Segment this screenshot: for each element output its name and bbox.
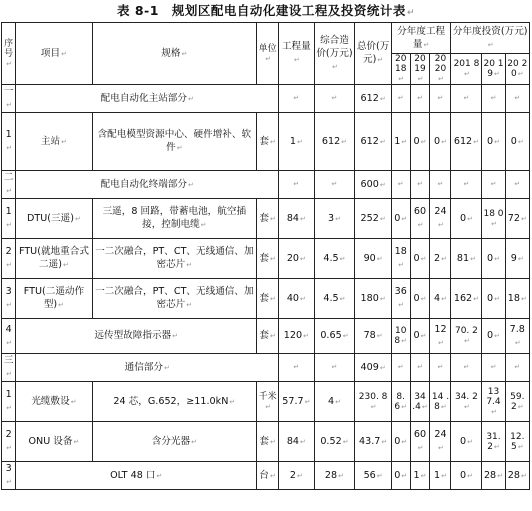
return-mark-icon: ↵ — [473, 294, 480, 303]
row-no: 3↵ — [2, 462, 16, 490]
row-no: 4↵ — [2, 319, 16, 354]
return-mark-icon: ↵ — [401, 337, 408, 345]
empty-mark: ↵ — [410, 171, 430, 199]
row-price: 4↵ — [314, 382, 355, 422]
row-inv-2018: 81↵ — [451, 239, 482, 279]
return-mark-icon: ↵ — [342, 332, 349, 340]
return-mark-icon: ↵ — [376, 471, 383, 480]
row-price: 4.5↵ — [314, 239, 355, 279]
return-mark-icon: ↵ — [517, 137, 524, 146]
return-mark-icon: ↵ — [464, 70, 470, 78]
table-row — [2, 422, 530, 462]
row-unit: 套↵ — [257, 113, 279, 171]
return-mark-icon: ↵ — [186, 301, 193, 309]
return-mark-icon: ↵ — [494, 137, 500, 146]
return-mark-icon: ↵ — [376, 254, 383, 263]
return-mark-icon: ↵ — [517, 442, 524, 451]
empty-mark: ↵ — [482, 85, 505, 113]
row-qty: 20↵ — [279, 239, 314, 279]
row-qty-2019: 0↵ — [410, 279, 430, 319]
return-mark-icon: ↵ — [6, 59, 13, 68]
row-inv-2020: 18↵ — [505, 279, 529, 319]
row-inv-2020: 59. 2↵ — [505, 382, 529, 422]
section-row — [2, 171, 530, 199]
row-inv-2018: 34. 2↵ — [451, 382, 482, 422]
return-mark-icon: ↵ — [401, 437, 408, 446]
empty-mark: ↵ — [451, 354, 482, 382]
header-item: 项目↵ — [16, 23, 92, 85]
row-no: 1↵ — [2, 199, 16, 239]
empty-mark: ↵ — [391, 85, 410, 113]
return-mark-icon: ↵ — [379, 137, 386, 146]
row-unit: 套↵ — [257, 422, 279, 462]
return-mark-icon: ↵ — [441, 254, 447, 263]
return-mark-icon: ↵ — [401, 471, 408, 480]
row-item: 光缆敷设↵ — [16, 382, 92, 422]
row-spec: 三遥，8 回路，带蓄电池，航空插接，控制电缆↵ — [92, 199, 257, 239]
section-title: 通信部分↵ — [16, 354, 279, 382]
return-mark-icon: ↵ — [6, 478, 13, 486]
return-mark-icon: ↵ — [270, 294, 276, 303]
return-mark-icon: ↵ — [379, 180, 386, 189]
empty-mark: ↵ — [279, 354, 314, 382]
return-mark-icon: ↵ — [379, 214, 386, 223]
return-mark-icon: ↵ — [464, 402, 470, 411]
row-no: 二↵ — [2, 171, 16, 199]
return-mark-icon: ↵ — [6, 261, 13, 269]
row-qty-2018: 18↵ — [391, 239, 410, 279]
row-total: 90↵ — [355, 239, 391, 279]
row-inv-2019: 0↵ — [482, 113, 505, 171]
return-mark-icon: ↵ — [270, 471, 276, 480]
return-mark-icon: ↵ — [381, 437, 388, 446]
return-mark-icon: ↵ — [6, 301, 13, 309]
row-unit: 套↵ — [257, 279, 279, 319]
return-mark-icon: ↵ — [296, 137, 303, 146]
header-inv-year: 20 20↵ — [505, 54, 529, 85]
row-inv-2020: 12. 5↵ — [505, 422, 529, 462]
row-qty-2020: 12↵ — [430, 319, 451, 354]
return-mark-icon: ↵ — [401, 214, 408, 223]
return-mark-icon: ↵ — [61, 49, 67, 58]
empty-mark: ↵ — [482, 171, 505, 199]
return-mark-icon: ↵ — [181, 49, 188, 58]
row-qty: 84↵ — [279, 199, 314, 239]
return-mark-icon: ↵ — [421, 402, 428, 411]
empty-mark: ↵ — [451, 85, 482, 113]
return-mark-icon: ↵ — [467, 214, 473, 223]
row-price: 28↵ — [314, 462, 355, 490]
empty-mark: ↵ — [279, 171, 314, 199]
return-mark-icon: ↵ — [491, 407, 497, 416]
row-inv-2019: 28↵ — [482, 462, 505, 490]
row-qty-2018: 0↵ — [391, 462, 410, 490]
empty-mark: ↵ — [314, 85, 355, 113]
row-qty-2018: 10 8↵ — [391, 319, 410, 354]
return-mark-icon: ↵ — [406, 8, 415, 18]
row-unit: 套↵ — [257, 319, 279, 354]
return-mark-icon: ↵ — [270, 214, 276, 223]
row-qty-2020: 0↵ — [430, 113, 451, 171]
return-mark-icon: ↵ — [417, 75, 424, 83]
empty-mark: ↵ — [391, 354, 410, 382]
return-mark-icon: ↵ — [200, 221, 207, 229]
return-mark-icon: ↵ — [398, 301, 405, 309]
empty-mark: ↵ — [505, 85, 529, 113]
table-row — [2, 113, 530, 171]
row-no: 一↵ — [2, 85, 16, 113]
return-mark-icon: ↵ — [335, 397, 341, 406]
section-row — [2, 354, 530, 382]
return-mark-icon: ↵ — [417, 444, 424, 452]
return-mark-icon: ↵ — [332, 62, 338, 71]
table-title-text: 表 8-1 规划区配电自动化建设工程及投资统计表 — [117, 3, 406, 18]
row-inv-2020: 72↵ — [505, 199, 529, 239]
row-qty-2020: 1↵ — [430, 462, 451, 490]
empty-mark: ↵ — [279, 85, 314, 113]
return-mark-icon: ↵ — [520, 471, 527, 480]
row-price: 3↵ — [314, 199, 355, 239]
return-mark-icon: ↵ — [438, 221, 444, 229]
row-qty: 120↵ — [279, 319, 314, 354]
return-mark-icon: ↵ — [520, 294, 527, 303]
return-mark-icon: ↵ — [6, 144, 13, 152]
empty-mark: ↵ — [314, 171, 355, 199]
return-mark-icon: ↵ — [270, 437, 276, 446]
return-mark-icon: ↵ — [420, 471, 427, 480]
row-no: 2↵ — [2, 422, 16, 462]
header-price: 综合造价(万元)↵ — [314, 23, 355, 85]
return-mark-icon: ↵ — [300, 437, 306, 446]
return-mark-icon: ↵ — [6, 221, 13, 229]
return-mark-icon: ↵ — [470, 254, 476, 263]
return-mark-icon: ↵ — [417, 221, 424, 229]
row-total: 230. 8↵ — [355, 382, 391, 422]
header-qty-year: 20 18↵ — [391, 54, 410, 85]
return-mark-icon: ↵ — [293, 56, 300, 64]
return-mark-icon: ↵ — [493, 70, 500, 78]
row-no: 1↵ — [2, 382, 16, 422]
return-mark-icon: ↵ — [74, 214, 81, 223]
return-mark-icon: ↵ — [58, 301, 65, 309]
table-row — [2, 319, 530, 354]
return-mark-icon: ↵ — [497, 471, 504, 480]
empty-mark: ↵ — [505, 171, 529, 199]
return-mark-icon: ↵ — [300, 214, 306, 223]
row-inv-2018: 0↵ — [451, 199, 482, 239]
row-qty-2020: 24↵ — [430, 422, 451, 462]
table-title — [0, 0, 532, 22]
return-mark-icon: ↵ — [73, 437, 80, 446]
row-no: 2↵ — [2, 239, 16, 279]
row-total: 78↵ — [355, 319, 391, 354]
return-mark-icon: ↵ — [514, 338, 521, 347]
return-mark-icon: ↵ — [370, 402, 377, 411]
return-mark-icon: ↵ — [339, 254, 346, 263]
row-qty-2020: 2↵ — [430, 239, 451, 279]
row-inv-2019: 13 7.4↵ — [482, 382, 505, 422]
table-row — [2, 382, 530, 422]
return-mark-icon: ↵ — [377, 56, 384, 64]
return-mark-icon: ↵ — [517, 70, 524, 78]
empty-mark: ↵ — [430, 354, 451, 382]
return-mark-icon: ↵ — [338, 471, 344, 480]
return-mark-icon: ↵ — [172, 332, 179, 340]
row-qty-2019: 60↵ — [410, 199, 430, 239]
row-no: 三↵ — [2, 354, 16, 382]
row-qty-2020: 24↵ — [430, 199, 451, 239]
return-mark-icon: ↵ — [440, 402, 447, 411]
return-mark-icon: ↵ — [473, 137, 480, 146]
row-qty-2019: 0↵ — [410, 239, 430, 279]
header-qty-year: 20 19↵ — [410, 54, 430, 85]
return-mark-icon: ↵ — [517, 402, 524, 411]
return-mark-icon: ↵ — [420, 332, 427, 340]
row-inv-2020: 28↵ — [505, 462, 529, 490]
return-mark-icon: ↵ — [517, 254, 524, 263]
row-qty-2019: 34 .4↵ — [410, 382, 430, 422]
row-qty-2018: 36↵ — [391, 279, 410, 319]
row-total: 612↵ — [355, 113, 391, 171]
row-inv-2020: 7.8↵ — [505, 319, 529, 354]
empty-mark: ↵ — [430, 171, 451, 199]
return-mark-icon: ↵ — [186, 261, 193, 269]
row-spec: 24 芯，G.652，≥11.0kN↵ — [92, 382, 257, 422]
row-total: 409↵ — [355, 354, 391, 382]
return-mark-icon: ↵ — [6, 370, 13, 378]
return-mark-icon: ↵ — [423, 40, 430, 49]
return-mark-icon: ↵ — [300, 254, 306, 263]
return-mark-icon: ↵ — [520, 214, 527, 223]
return-mark-icon: ↵ — [270, 254, 276, 263]
return-mark-icon: ↵ — [270, 332, 276, 340]
row-spec: 一二次融合，PT、CT、无线通信、加密芯片↵ — [92, 239, 257, 279]
header-qty-by-year: 分年度工程量↵ — [391, 23, 451, 54]
return-mark-icon: ↵ — [265, 54, 272, 63]
return-mark-icon: ↵ — [441, 137, 447, 146]
row-inv-2018: 0↵ — [451, 422, 482, 462]
row-price: 0.65↵ — [314, 319, 355, 354]
return-mark-icon: ↵ — [401, 137, 408, 146]
row-price: 612↵ — [314, 113, 355, 171]
row-item: 主站↵ — [16, 113, 92, 171]
return-mark-icon: ↵ — [401, 402, 408, 411]
row-unit: 台↵ — [257, 462, 279, 490]
return-mark-icon: ↵ — [441, 294, 447, 303]
header-unit: 单位↵ — [257, 23, 279, 85]
return-mark-icon: ↵ — [339, 294, 346, 303]
row-item: 远传型故障指示器↵ — [16, 319, 257, 354]
return-mark-icon: ↵ — [304, 397, 311, 406]
row-total: 180↵ — [355, 279, 391, 319]
return-mark-icon: ↵ — [398, 261, 405, 269]
return-mark-icon: ↵ — [438, 444, 444, 452]
row-inv-2019: 0↵ — [482, 239, 505, 279]
section-title: 配电自动化主站部分↵ — [16, 85, 279, 113]
row-total: 43.7↵ — [355, 422, 391, 462]
empty-mark: ↵ — [451, 171, 482, 199]
row-price: 4.5↵ — [314, 279, 355, 319]
return-mark-icon: ↵ — [6, 187, 13, 195]
return-mark-icon: ↵ — [379, 294, 386, 303]
row-inv-2018: 70. 2↵ — [451, 319, 482, 354]
return-mark-icon: ↵ — [398, 75, 405, 83]
return-mark-icon: ↵ — [420, 254, 427, 263]
header-qty-year: 20 20↵ — [430, 54, 451, 85]
row-qty-2018: 0↵ — [391, 199, 410, 239]
row-no: 3↵ — [2, 279, 16, 319]
table-row — [2, 462, 530, 490]
return-mark-icon: ↵ — [61, 137, 67, 146]
row-item: FTU(二遥动作型)↵ — [16, 279, 92, 319]
row-qty: 40↵ — [279, 279, 314, 319]
return-mark-icon: ↵ — [188, 94, 194, 103]
header-spec: 规格↵ — [92, 23, 257, 85]
row-unit: 套↵ — [257, 239, 279, 279]
header-qty: 工程量↵ — [279, 23, 314, 85]
row-total: 56↵ — [355, 462, 391, 490]
row-inv-2019: 18 0↵ — [482, 199, 505, 239]
table-row — [2, 199, 530, 239]
return-mark-icon: ↵ — [191, 437, 197, 446]
return-mark-icon: ↵ — [6, 338, 13, 347]
row-qty: 84↵ — [279, 422, 314, 462]
header-inv-by-year: 分年度投资(万元)↵ — [451, 23, 530, 54]
row-unit: 千米↵ — [257, 382, 279, 422]
empty-mark: ↵ — [391, 171, 410, 199]
return-mark-icon: ↵ — [300, 294, 306, 303]
row-item: DTU(三遥)↵ — [16, 199, 92, 239]
section-row — [2, 85, 530, 113]
return-mark-icon: ↵ — [6, 404, 13, 412]
empty-mark: ↵ — [410, 354, 430, 382]
row-spec: 含配电模型资源中心、硬件增补、软件↵ — [92, 113, 257, 171]
return-mark-icon: ↵ — [438, 338, 444, 347]
row-spec: 含分光器↵ — [92, 422, 257, 462]
return-mark-icon: ↵ — [6, 101, 13, 109]
row-no: 1↵ — [2, 113, 16, 171]
row-inv-2018: 162↵ — [451, 279, 482, 319]
return-mark-icon: ↵ — [420, 137, 427, 146]
return-mark-icon: ↵ — [467, 437, 473, 446]
row-inv-2019: 0↵ — [482, 279, 505, 319]
return-mark-icon: ↵ — [70, 397, 77, 406]
return-mark-icon: ↵ — [438, 75, 444, 83]
return-mark-icon: ↵ — [467, 471, 473, 480]
row-total: 612↵ — [355, 85, 391, 113]
return-mark-icon: ↵ — [342, 437, 349, 446]
row-qty-2019: 1↵ — [410, 462, 430, 490]
return-mark-icon: ↵ — [296, 471, 303, 480]
row-qty: 1↵ — [279, 113, 314, 171]
row-qty-2019: 0↵ — [410, 113, 430, 171]
empty-mark: ↵ — [505, 354, 529, 382]
return-mark-icon: ↵ — [494, 332, 500, 340]
header-no: 序号↵ — [2, 23, 16, 85]
return-mark-icon: ↵ — [188, 180, 194, 189]
row-spec: 一二次融合，PT、CT、无线通信、加密芯片↵ — [92, 279, 257, 319]
row-qty-2018: 8. 6↵ — [391, 382, 410, 422]
return-mark-icon: ↵ — [156, 471, 163, 480]
empty-mark: ↵ — [314, 354, 355, 382]
row-inv-2018: 612↵ — [451, 113, 482, 171]
return-mark-icon: ↵ — [493, 442, 500, 451]
return-mark-icon: ↵ — [6, 444, 13, 452]
return-mark-icon: ↵ — [62, 261, 69, 269]
row-total: 600↵ — [355, 171, 391, 199]
return-mark-icon: ↵ — [494, 254, 500, 263]
row-unit: 套↵ — [257, 199, 279, 239]
return-mark-icon: ↵ — [270, 137, 276, 146]
row-inv-2020: 0↵ — [505, 113, 529, 171]
return-mark-icon: ↵ — [487, 40, 494, 49]
return-mark-icon: ↵ — [164, 363, 170, 372]
row-qty-2020: 14 .8↵ — [430, 382, 451, 422]
row-inv-2020: 9↵ — [505, 239, 529, 279]
row-inv-2018: 0↵ — [451, 462, 482, 490]
header-total: 总价(万元)↵ — [355, 23, 391, 85]
table-row — [2, 239, 530, 279]
row-inv-2019: 0↵ — [482, 319, 505, 354]
return-mark-icon: ↵ — [441, 471, 447, 480]
row-qty: 57.7↵ — [279, 382, 314, 422]
row-item: FTU(就地重合式二遥)↵ — [16, 239, 92, 279]
return-mark-icon: ↵ — [464, 337, 470, 345]
header-inv-year: 20 19↵ — [482, 54, 505, 85]
row-qty-2019: 60↵ — [410, 422, 430, 462]
row-qty-2018: 1↵ — [391, 113, 410, 171]
row-qty-2020: 4↵ — [430, 279, 451, 319]
row-qty: 2↵ — [279, 462, 314, 490]
return-mark-icon: ↵ — [265, 402, 272, 411]
row-inv-2019: 31. 2↵ — [482, 422, 505, 462]
row-total: 252↵ — [355, 199, 391, 239]
table-row — [2, 279, 530, 319]
empty-mark: ↵ — [482, 354, 505, 382]
section-title: 配电自动化终端部分↵ — [16, 171, 279, 199]
empty-mark: ↵ — [410, 85, 430, 113]
row-item: OLT 48 口↵ — [16, 462, 257, 490]
row-item: ONU 设备↵ — [16, 422, 92, 462]
header-inv-year: 201 8↵ — [451, 54, 482, 85]
return-mark-icon: ↵ — [420, 294, 427, 303]
return-mark-icon: ↵ — [379, 94, 386, 103]
return-mark-icon: ↵ — [494, 294, 500, 303]
return-mark-icon: ↵ — [303, 332, 309, 340]
return-mark-icon: ↵ — [341, 137, 348, 146]
return-mark-icon: ↵ — [491, 219, 497, 228]
row-qty-2018: 0↵ — [391, 422, 410, 462]
investment-table — [1, 22, 530, 490]
return-mark-icon: ↵ — [229, 397, 236, 406]
header-row-1 — [2, 23, 530, 54]
return-mark-icon: ↵ — [379, 363, 386, 372]
return-mark-icon: ↵ — [376, 332, 383, 340]
return-mark-icon: ↵ — [176, 144, 183, 152]
return-mark-icon: ↵ — [335, 214, 341, 223]
empty-mark: ↵ — [430, 85, 451, 113]
row-qty-2019: 0↵ — [410, 319, 430, 354]
row-price: 0.52↵ — [314, 422, 355, 462]
